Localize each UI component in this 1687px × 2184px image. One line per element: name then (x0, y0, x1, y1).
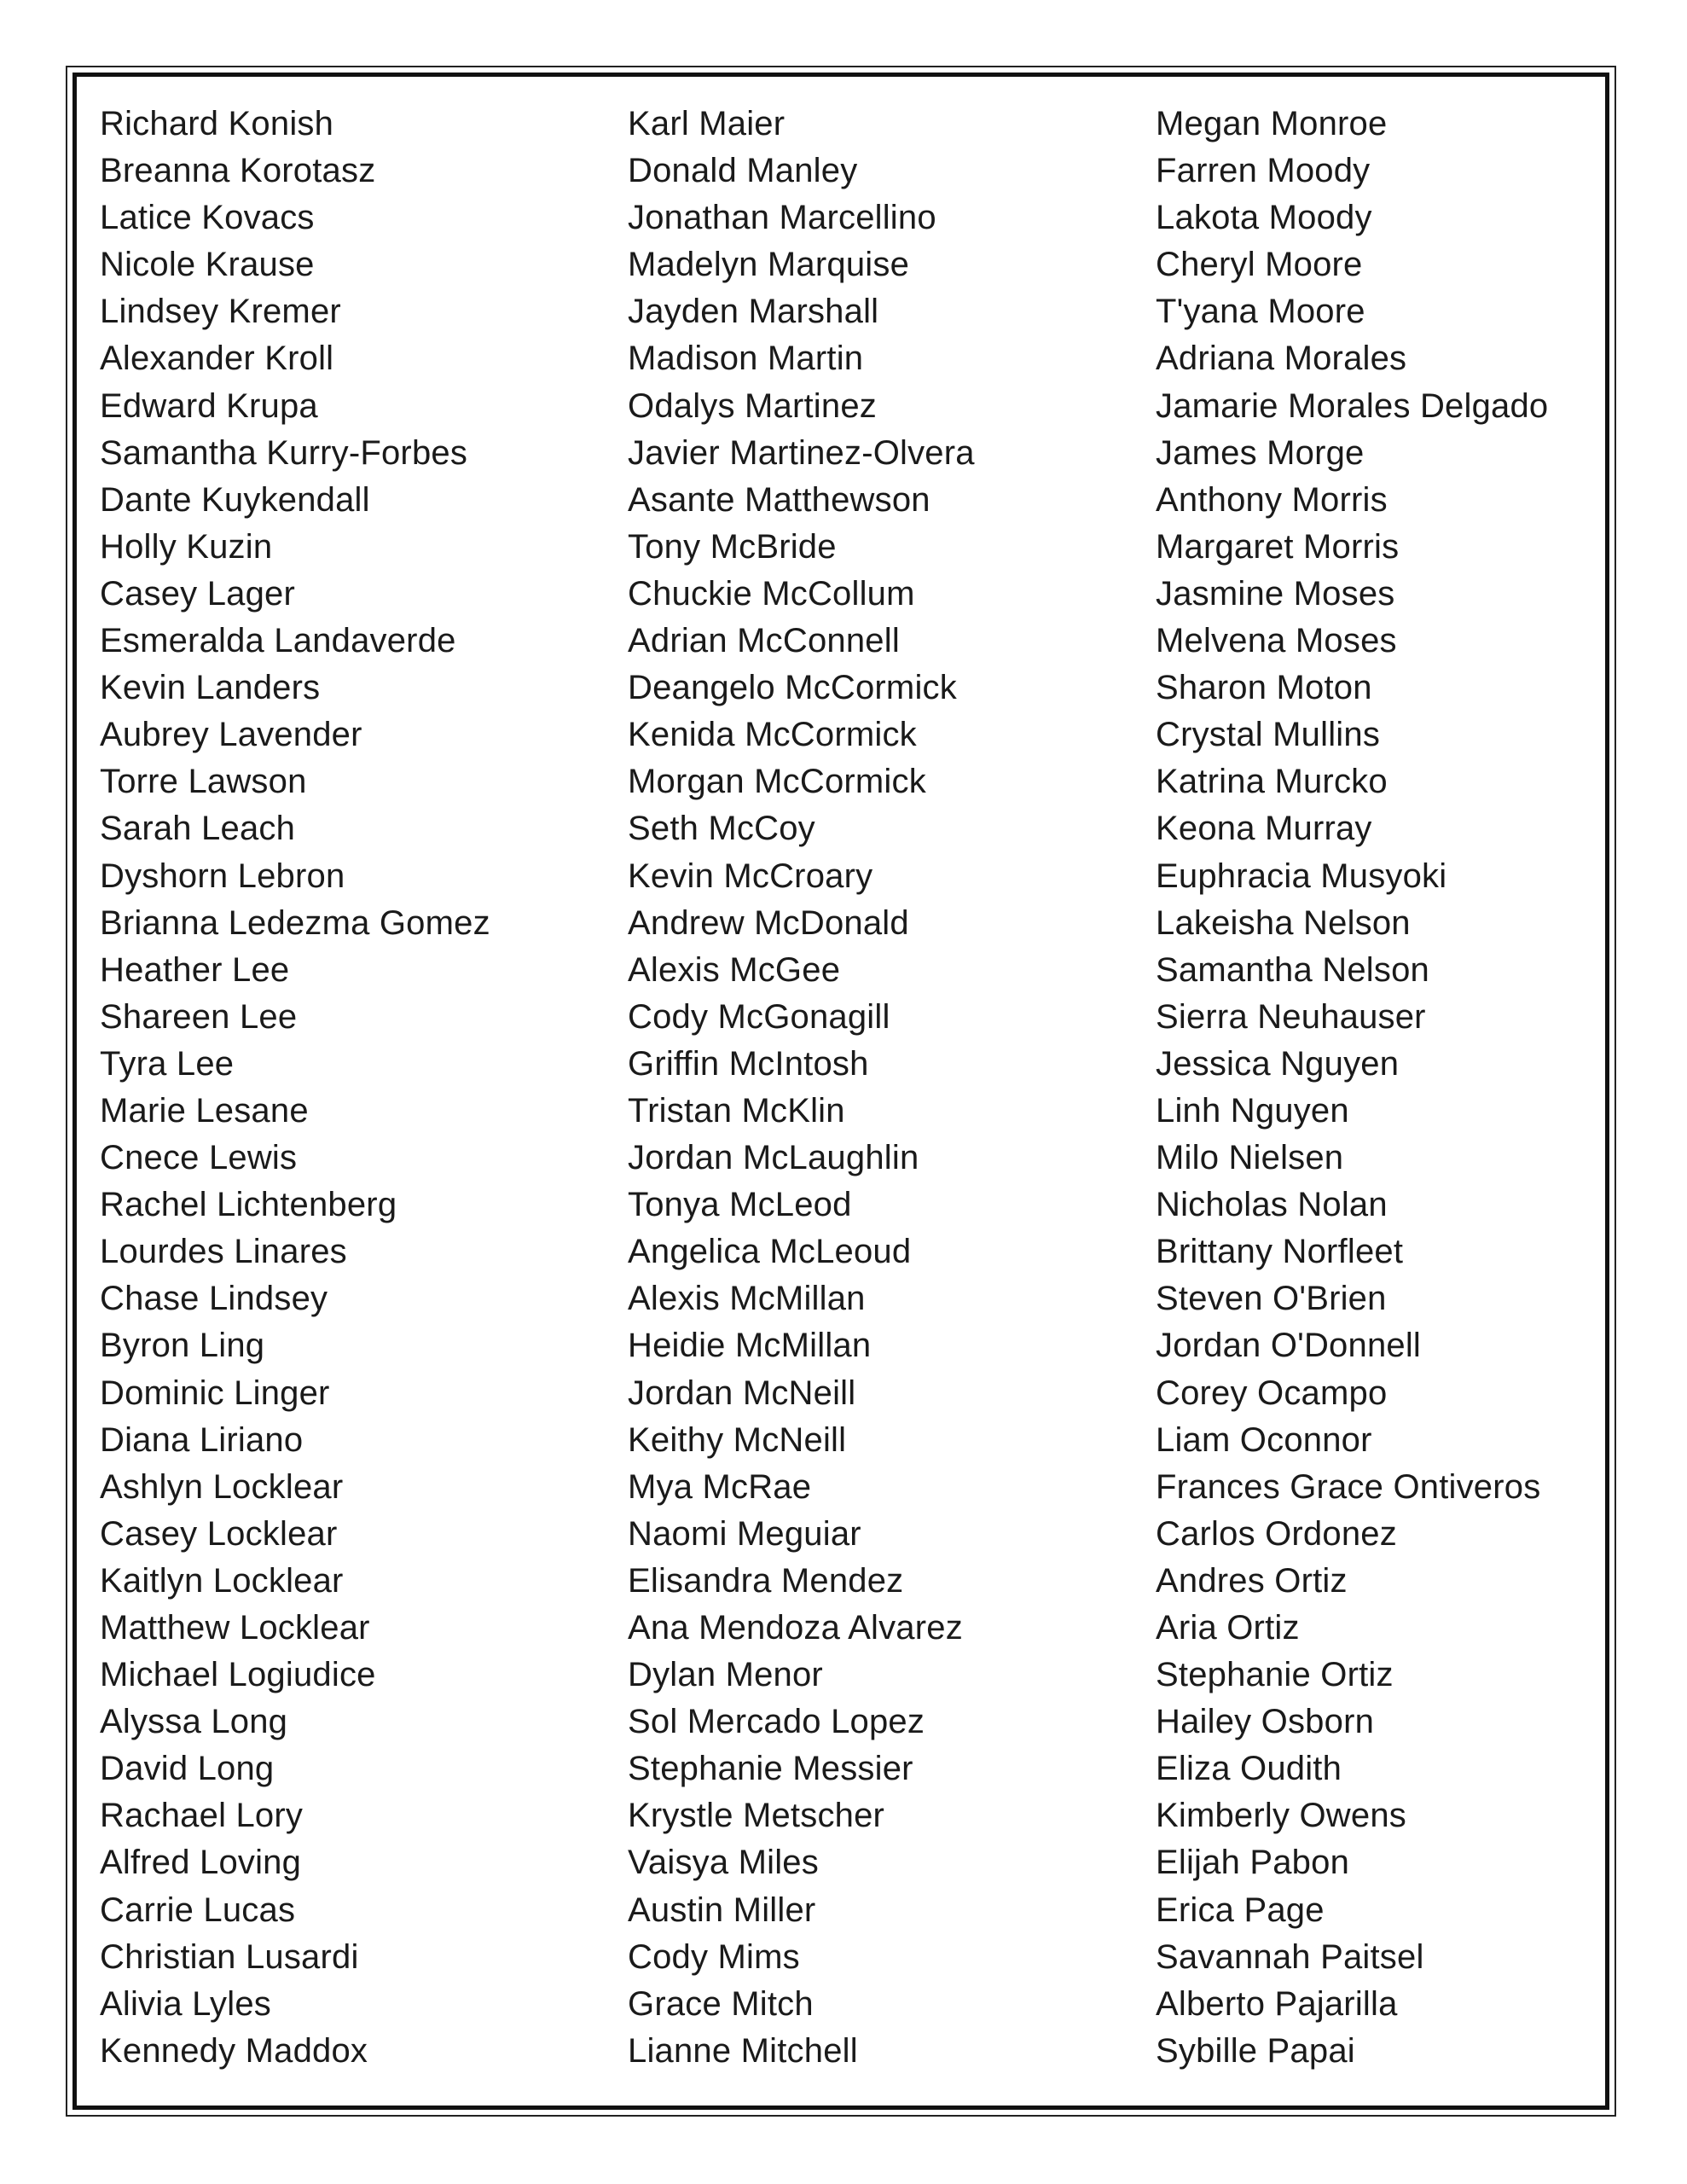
name-entry: Diana Liriano (100, 1420, 304, 1459)
name-entry: Alyssa Long (100, 1703, 288, 1741)
name-entry: Marie Lesane (100, 1091, 309, 1130)
name-entry: Kenida McCormick (628, 716, 917, 754)
name-entry: Richard Konish (100, 105, 334, 142)
name-entry: Kennedy Maddox (100, 2031, 368, 2070)
name-entry: Melvena Moses (1156, 622, 1397, 660)
name-entry: Lianne Mitchell (628, 2031, 858, 2070)
name-entry: Anthony Morris (1156, 480, 1388, 519)
name-entry: David Long (100, 1750, 275, 1788)
name-entry: Rachael Lory (100, 1797, 304, 1835)
name-entry: Jamarie Morales Delgado (1156, 386, 1549, 425)
name-entry: Asante Matthewson (628, 480, 930, 519)
name-column-3 (1156, 101, 1548, 2075)
name-entry: Cody McGonagill (628, 997, 890, 1036)
name-entry: Jordan McLaughlin (628, 1139, 919, 1177)
name-entry: Elisandra Mendez (628, 1561, 904, 1600)
name-entry: Stephanie Messier (628, 1750, 913, 1788)
name-entry: Byron Ling (100, 1327, 265, 1365)
name-entry: Jordan McNeill (628, 1374, 856, 1412)
name-entry: Sol Mercado Lopez (628, 1703, 925, 1741)
name-entry: Javier Martinez-Olvera (628, 433, 975, 472)
name-entry: Lindsey Kremer (100, 293, 341, 331)
name-entry: Jonathan Marcellino (628, 199, 936, 237)
name-entry: Andrew McDonald (628, 903, 909, 942)
name-entry: Frances Grace Ontiveros (1156, 1467, 1541, 1506)
name-entry: Stephanie Ortiz (1156, 1656, 1394, 1694)
name-entry: Jasmine Moses (1156, 574, 1395, 613)
name-entry: Alivia Lyles (100, 1984, 271, 2023)
name-entry: Brittany Norfleet (1156, 1233, 1404, 1271)
name-entry: Chuckie McCollum (628, 574, 915, 613)
name-entry: Linh Nguyen (1156, 1091, 1349, 1130)
name-entry: Erica Page (1156, 1891, 1325, 1929)
name-entry: Odalys Martinez (628, 386, 877, 425)
name-entry: Savannah Paitsel (1156, 1937, 1424, 1976)
name-entry: Casey Lager (100, 574, 295, 613)
name-entry: Vaisya Miles (628, 1844, 819, 1882)
name-entry: Megan Monroe (1156, 105, 1388, 142)
name-entry: Matthew Locklear (100, 1609, 370, 1647)
name-entry: Carrie Lucas (100, 1891, 296, 1929)
name-entry: Dominic Linger (100, 1374, 330, 1412)
name-entry: Keona Murray (1156, 810, 1372, 848)
name-entry: Latice Kovacs (100, 199, 315, 237)
name-entry: Cody Mims (628, 1937, 800, 1976)
name-entry: Aria Ortiz (1156, 1609, 1300, 1647)
name-entry: Jordan O'Donnell (1156, 1327, 1422, 1365)
name-entry: Tonya McLeod (628, 1186, 852, 1224)
name-entry: Christian Lusardi (100, 1937, 359, 1976)
name-entry: Angelica McLeoud (628, 1233, 912, 1271)
name-entry: Jessica Nguyen (1156, 1044, 1400, 1083)
name-entry: Adrian McConnell (628, 622, 900, 660)
name-entry: Milo Nielsen (1156, 1139, 1344, 1177)
name-entry: Lourdes Linares (100, 1233, 347, 1271)
name-entry: Casey Locklear (100, 1514, 338, 1553)
name-entry: Corey Ocampo (1156, 1374, 1388, 1412)
name-entry: Michael Logiudice (100, 1656, 376, 1694)
name-entry: T'yana Moore (1156, 293, 1365, 331)
name-entry: Sybille Papai (1156, 2031, 1355, 2070)
name-entry: Farren Moody (1156, 152, 1371, 190)
name-entry: Sharon Moton (1156, 669, 1372, 707)
name-entry: Steven O'Brien (1156, 1280, 1387, 1318)
name-entry: Heather Lee (100, 950, 290, 989)
name-entry: Krystle Metscher (628, 1797, 885, 1835)
name-entry: Euphracia Musyoki (1156, 857, 1447, 895)
name-entry: Grace Mitch (628, 1984, 814, 2023)
name-entry: Ashlyn Locklear (100, 1467, 344, 1506)
name-entry: Samantha Nelson (1156, 950, 1429, 989)
name-entry: Nicholas Nolan (1156, 1186, 1388, 1224)
name-entry: Donald Manley (628, 152, 858, 190)
name-entry: Katrina Murcko (1156, 763, 1388, 801)
name-entry: Hailey Osborn (1156, 1703, 1375, 1741)
name-entry: Naomi Meguiar (628, 1514, 861, 1553)
name-column-1 (100, 101, 490, 2075)
name-entry: Esmeralda Landaverde (100, 622, 456, 660)
name-entry: Elijah Pabon (1156, 1844, 1350, 1882)
name-entry: Alexis McGee (628, 950, 841, 989)
name-entry: Chase Lindsey (100, 1280, 328, 1318)
name-entry: Dyshorn Lebron (100, 857, 345, 895)
name-entry: Sarah Leach (100, 810, 296, 848)
name-entry: Kevin Landers (100, 669, 321, 707)
name-entry: Kaitlyn Locklear (100, 1561, 344, 1600)
name-entry: Rachel Lichtenberg (100, 1186, 397, 1224)
name-entry: Holly Kuzin (100, 527, 273, 566)
name-entry: Alfred Loving (100, 1844, 302, 1882)
name-entry: Griffin McIntosh (628, 1044, 869, 1083)
name-entry: Keithy McNeill (628, 1420, 847, 1459)
name-list (100, 101, 1584, 2080)
name-entry: Morgan McCormick (628, 763, 926, 801)
name-entry: Madelyn Marquise (628, 246, 910, 284)
name-entry: Torre Lawson (100, 763, 307, 801)
name-entry: Ana Mendoza Alvarez (628, 1609, 963, 1647)
name-entry: Liam Oconnor (1156, 1420, 1372, 1459)
name-entry: Madison Martin (628, 340, 864, 378)
name-entry: Lakeisha Nelson (1156, 903, 1411, 942)
name-entry: Shareen Lee (100, 997, 298, 1036)
name-entry: Samantha Kurry-Forbes (100, 433, 468, 472)
name-entry: Breanna Korotasz (100, 152, 376, 190)
name-entry: Alberto Pajarilla (1156, 1984, 1398, 2023)
name-entry: Austin Miller (628, 1891, 816, 1929)
name-entry: Kevin McCroary (628, 857, 873, 895)
name-entry: Tyra Lee (100, 1044, 235, 1083)
name-entry: Mya McRae (628, 1467, 812, 1506)
name-entry: Margaret Morris (1156, 527, 1400, 566)
name-entry: Jayden Marshall (628, 293, 879, 331)
name-entry: Andres Ortiz (1156, 1561, 1348, 1600)
name-entry: Kimberly Owens (1156, 1797, 1406, 1835)
name-column-2 (628, 101, 975, 2075)
name-entry: Alexander Kroll (100, 340, 334, 378)
name-entry: Cnece Lewis (100, 1139, 298, 1177)
name-entry: Eliza Oudith (1156, 1750, 1342, 1788)
name-entry: Alexis McMillan (628, 1280, 866, 1318)
name-entry: Dylan Menor (628, 1656, 823, 1694)
name-entry: Adriana Morales (1156, 340, 1407, 378)
name-entry: Seth McCoy (628, 810, 815, 848)
name-entry: Tristan McKlin (628, 1091, 845, 1130)
name-entry: Carlos Ordonez (1156, 1514, 1397, 1553)
name-entry: James Morge (1156, 433, 1365, 472)
name-entry: Aubrey Lavender (100, 716, 362, 754)
name-entry: Dante Kuykendall (100, 480, 370, 519)
name-entry: Nicole Krause (100, 246, 315, 284)
name-entry: Cheryl Moore (1156, 246, 1363, 284)
name-entry: Karl Maier (628, 105, 786, 142)
name-entry: Tony McBride (628, 527, 837, 566)
name-entry: Brianna Ledezma Gomez (100, 903, 490, 942)
name-entry: Sierra Neuhauser (1156, 997, 1426, 1036)
name-entry: Edward Krupa (100, 386, 318, 425)
name-entry: Crystal Mullins (1156, 716, 1381, 754)
name-entry: Heidie McMillan (628, 1327, 872, 1365)
name-entry: Deangelo McCormick (628, 669, 957, 707)
name-entry: Lakota Moody (1156, 199, 1372, 237)
